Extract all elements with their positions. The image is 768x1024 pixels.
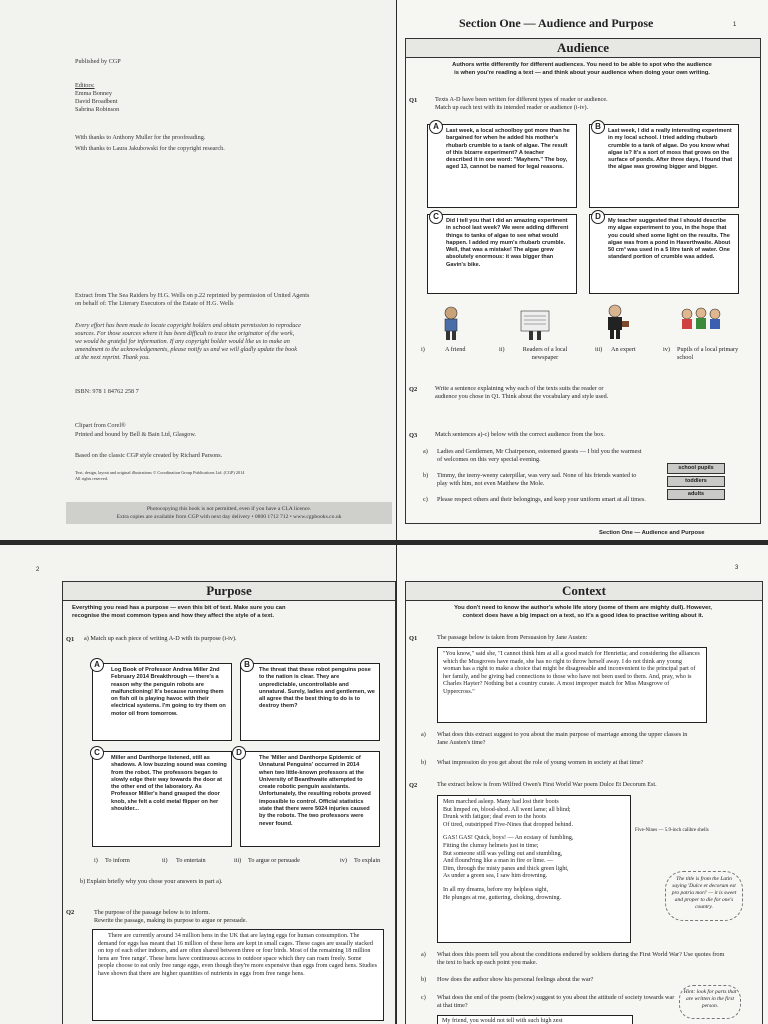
page-number: 1	[733, 22, 737, 28]
editor-name: David Broadbent	[75, 98, 118, 105]
isbn: ISBN: 978 1 84762 258 7	[75, 388, 139, 395]
text-box-d: The 'Miller and Danthorpe Epidemic of Unnatural Penguins' occurred in 2014 when two little-known professors at the University of Beanthwaite attempted to create robotic penguin assistants. Unfortunately, the resulting robots proved impossible to control. Official statistics state that there were 5024 injuries caused by the robots. The two professors were never found.	[240, 751, 380, 847]
design-credit: Text, design, layout and original illustrations © Coordination Group Publications Ltd. (CGP) 2014	[75, 470, 245, 475]
option-number: i)	[94, 857, 98, 864]
option-label: To explain	[354, 857, 381, 864]
option-label: Pupils of a local primary school	[677, 346, 739, 361]
letter-badge: B	[591, 120, 605, 134]
option-number: iv)	[340, 857, 347, 864]
text-box-b: Last week, I did a really interesting experiment in my local school. I tried adding rhubarb crumble to a tank of algae. Do you know what algae is? It's a sort of moss that grows on the surface of ponds. After three days, I found that the algae was growing bigger and bigger.	[589, 124, 739, 208]
item-number: c)	[423, 496, 428, 503]
letter-badge: B	[240, 658, 254, 672]
publisher-line: Published by CGP	[75, 58, 121, 65]
friend-clipart-icon	[433, 305, 469, 341]
option-label: A friend	[445, 346, 466, 353]
question-text: a) Match up each piece of writing A-D with its purpose (i-iv).	[84, 635, 237, 642]
item-text: How does the author show his personal feelings about the war?	[437, 976, 594, 983]
purpose-page	[0, 545, 396, 1024]
option-number: ii)	[499, 346, 505, 353]
section-intro: Everything you read has a purpose — even this bit of text. Make sure you can recognise the most common types and how they affect the style of a text.	[72, 605, 286, 619]
text-box-c: Miller and Danthorpe listened, still as shadows. A low buzzing sound was coming from the robot. The professors began to slowly edge their way towards the door at the other end of the laboratory. As Professor Miller's hand grasped the door knob, she felt a cold metal flipper on her shoulder...	[92, 751, 232, 847]
thanks-line: With thanks to Anthony Muller for the proofreading.	[75, 134, 206, 141]
question-number: Q1	[66, 636, 75, 643]
letter-badge: D	[591, 210, 605, 224]
question-text: Match sentences a)-c) below with the correct audience from the box.	[435, 431, 605, 438]
option-label: To argue or persuade	[248, 857, 300, 864]
item-number: a)	[421, 951, 426, 958]
newspaper-reader-clipart-icon	[515, 305, 555, 341]
hint-note: Hint: look for parts that are written in the first person.	[679, 985, 741, 1019]
glossary-note: Five-Nines — 5.9-inch calibre shells	[635, 828, 709, 833]
letter-badge: A	[90, 658, 104, 672]
editor-name: Sabrina Robinson	[75, 106, 120, 113]
page-number: 2	[36, 567, 40, 573]
editors-label: Editors:	[75, 82, 95, 89]
item-text: What does this extract suggest to you about the main purpose of marriage among the upper classes in Jane Austen's time?	[437, 731, 688, 746]
question-text: The extract below is from Wilfred Owen's First World War poem Dulce Et Decorum Est.	[437, 781, 657, 788]
section-title: Context	[405, 581, 763, 601]
section-intro: You don't need to know the author's whole life story (some of them are mighty dull). However, context does have a big impact on a text, so it's a good idea to practise writing about it.	[454, 605, 712, 619]
copyright-notice: Every effort has been made to locate copyright holders and obtain permission to reproduce sources. For those sources where it has been difficult to trace the originator of the work, we would be grateful for information. If any copyright holder would like us to make an amendment to the acknowledgements, please notify us and we will gladly update the book at the next reprint. Thank you.	[75, 322, 301, 361]
audience-page	[397, 0, 768, 540]
extract-credit: on behalf of: The Literary Executors of the Estate of H.G. Wells	[75, 300, 234, 307]
item-number: b)	[423, 472, 429, 479]
text-box-b: The threat that these robot penguins pose to the nation is clear. They are unpredictable, uncontrollable and unnatural. Surely, ladies and gentlemen, we all agree that the best thing to do is to destroy them?	[240, 663, 380, 741]
editor-name: Emma Bonney	[75, 90, 112, 97]
thanks-line: With thanks to Laura Jakubowski for the copyright research.	[75, 145, 225, 152]
option-number: ii)	[162, 857, 168, 864]
item-number: c)	[421, 994, 426, 1001]
item-text: What does the end of the poem (below) suggest to you about the attitude of society towards war at that time?	[437, 994, 675, 1009]
question-number: Q3	[409, 432, 418, 439]
option-label: To entertain	[176, 857, 206, 864]
pupils-clipart-icon	[675, 306, 727, 340]
letter-badge: C	[90, 746, 104, 760]
option-label: To inform	[105, 857, 130, 864]
austen-extract: "You know," said she, "I cannot think him at all a good match for Henrietta; and considering the alliances which the Musgroves have made, she has no right to throw herself away. I do not think any young woman has a right to make a choice that might be disagreeable and inconvenient to the principal part of her family, and be giving bad connections to those who have not been used to them. And, pray, who is Charles Hayter? Nothing but a country curate. A most improper match for Miss Musgrove of Uppercross."	[437, 647, 707, 723]
item-number: a)	[423, 448, 428, 455]
egg-passage: There are currently around 34 million hens in the UK that are laying eggs for human consumption. The demand for eggs has meant that 16 million of these hens are kept in small cages. These cages are usually stacked on top of each other indoors, and are often shared between three or four birds. Most of the remaining 18 million hens are 'free range'. These hens have continuous access to outdoor space which they can roam freely. Some people choose to eat only free range eggs, even though they're more expensive than eggs from caged hens. Studies have shown that there are higher quantities of nutrients in eggs from free range hens.	[92, 929, 384, 1021]
photocopy-banner: Photocopying this book is not permitted, even if you have a CLA licence. Extra copies are available from CGP with next day delivery • 0800 1712 712 • www.cgpbooks.co.uk	[66, 502, 392, 524]
item-number: b)	[421, 976, 427, 983]
item-text: Ladies and Gentlemen, Mr Chairperson, esteemed guests — I bid you the warmest of welcomes on this very special evening.	[437, 448, 642, 463]
option-label: Readers of a local newspaper	[522, 346, 568, 361]
audience-option: school pupils	[667, 463, 725, 474]
item-text: What impression do you get about the role of young women in society at that time?	[437, 759, 644, 766]
question-text: The purpose of the passage below is to inform. Rewrite the passage, making its purpose to argue or persuade.	[94, 909, 247, 924]
expert-clipart-icon	[597, 303, 633, 341]
question-number: Q1	[409, 635, 418, 642]
section-intro: Authors write differently for different audiences. You need to be able to spot who the audience is when you're reading a text — and think about your audience when doing your own writing.	[452, 62, 712, 76]
question-text: The passage below is taken from Persuasion by Jane Austen:	[437, 634, 588, 641]
page-footer: Section One — Audience and Purpose	[599, 530, 705, 536]
extract-credit: Extract from The Sea Raiders by H.G. Wells on p.22 reprinted by permission of United Agents	[75, 292, 310, 299]
item-number: b)	[421, 759, 427, 766]
item-number: a)	[421, 731, 426, 738]
rights-line: All rights reserved.	[75, 476, 109, 481]
style-credit: Based on the classic CGP style created by Richard Parsons.	[75, 452, 223, 459]
context-page	[397, 545, 768, 1024]
option-number: iii)	[234, 857, 242, 864]
owen-poem: Men marched asleep. Many had lost their boots But limped on, blood-shod. All went lame; all blind; Drunk with fatigue; deaf even to the hoots Of tired, outstripped Five-Nines that dropped behind. GAS! GAS! Quick, boys! — An ecstasy of fumbling, Fitting the clumsy helmets just in time; But someone still was yelling out and stumbling, And flound'ring like a man in fire or lime. — Dim, through the misty panes and thick green light, As under a green sea, I saw him drowning. In all my dreams, before my helpless sight, He plunges at me, guttering, choking, drowning.	[437, 795, 631, 943]
letter-badge: C	[429, 210, 443, 224]
text-box-a: Log Book of Professor Andrea Miller 2nd February 2014 Breakthrough — there's a reason why the penguin robots are malfunctioning! It's because running them on fish oil is playing havoc with their electrical systems. I'm going to try them on motor oil from tomorrow.	[92, 663, 232, 741]
question-number: Q2	[409, 386, 418, 393]
option-label: An expert	[611, 346, 636, 353]
option-number: iv)	[663, 346, 670, 353]
question-number: Q1	[409, 97, 418, 104]
item-text: What does this poem tell you about the conditions endured by soldiers during the First World War? Use quotes from the text to back up each point you make.	[437, 951, 725, 966]
printer-credit: Printed and bound by Bell & Bain Ltd, Glasgow.	[75, 431, 196, 438]
item-text: Please respect others and their belongings, and keep your uniform smart at all times.	[437, 496, 646, 503]
audience-option: adults	[667, 489, 725, 500]
clipart-credit: Clipart from Corel®	[75, 422, 126, 429]
letter-badge: A	[429, 120, 443, 134]
text-box-c: Did I tell you that I did an amazing experiment in school last week? We were adding different things to tanks of algae to see what would happen. I added my mum's rhubarb crumble. Well, that was a mistake! The algae grew absolutely enormous: it was bigger than Gavin's bike.	[427, 214, 577, 294]
section-heading: Section One — Audience and Purpose	[459, 16, 654, 30]
question-number: Q2	[409, 782, 418, 789]
section-title: Audience	[405, 38, 761, 58]
imprint-page	[0, 0, 396, 540]
question-text: Write a sentence explaining why each of the texts suits the reader or audience you chose in Q1. Think about the vocabulary and style used.	[435, 385, 609, 400]
page-number: 3	[735, 565, 739, 571]
poem-end-extract: My friend, you would not tell with such high zest	[437, 1015, 633, 1024]
letter-badge: D	[232, 746, 246, 760]
question-text: Texts A-D have been written for different types of reader or audience. Match up each text with its intended reader or audience (i-iv).	[435, 96, 608, 111]
question-text: b) Explain briefly why you chose your answers in part a).	[80, 878, 223, 885]
text-box-a: Last week, a local schoolboy got more than he bargained for when he added his mother's rhubarb crumble to a tank of algae. The result of this bizarre experiment? A teacher described it in one word: "Mayhem." The boy, aged 13, cannot be named for legal reasons.	[427, 124, 577, 208]
question-number: Q2	[66, 909, 75, 916]
section-title: Purpose	[62, 581, 396, 601]
option-number: i)	[421, 346, 425, 353]
item-text: Timmy, the teeny-weeny caterpillar, was very sad. None of his friends wanted to play with him, not even Matthew the Mole.	[437, 472, 637, 487]
audience-option: toddlers	[667, 476, 725, 487]
text-box-d: My teacher suggested that I should describe my algae experiment to you, in the hope that you could shed some light on the results. The algae was from a pond in Haverthwaite. About 50 cm³ was used in a 5 litre tank of water. One standard portion of crumble was added.	[589, 214, 739, 294]
option-number: iii)	[595, 346, 603, 353]
latin-note: The title is from the Latin saying 'Dulce et decorum est pro patria mori' — it is sweet and proper to die for one's country.	[665, 871, 743, 921]
